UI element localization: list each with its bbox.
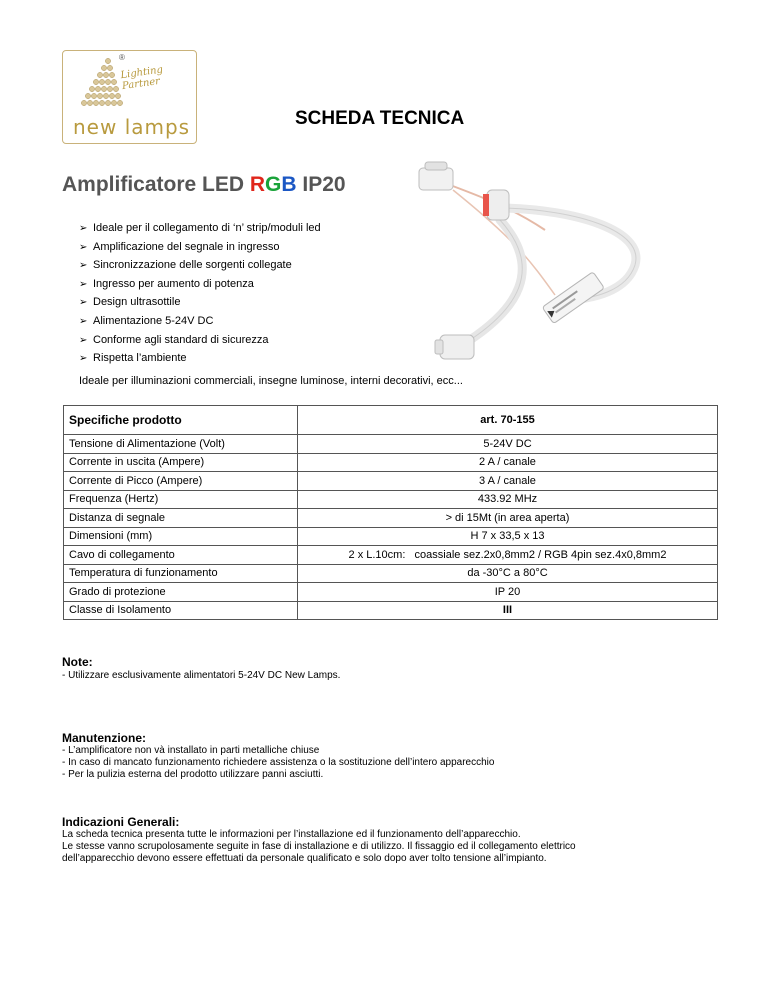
general-line: dell’apparecchio devono essere effettuati da personale qualificato e solo dopo aver tolto tensione all’impianto. <box>62 853 547 864</box>
spec-label: Corrente di Picco (Ampere) <box>64 472 298 491</box>
document-title: SCHEDA TECNICA <box>295 108 465 129</box>
maintenance-line: - In caso di mancato funzionamento richiedere assistenza o la sostituzione dell’intero apparecchio <box>62 757 495 768</box>
feature-text: Alimentazione 5-24V DC <box>93 314 214 327</box>
product-photo <box>395 150 695 375</box>
table-header-row <box>64 406 718 435</box>
spec-label: Classe di Isolamento <box>64 601 298 620</box>
logo-brand-name: new lamps <box>73 115 191 139</box>
feature-text: Design ultrasottile <box>93 296 181 309</box>
spec-label: Dimensioni (mm) <box>64 527 298 546</box>
list-item <box>79 219 321 238</box>
feature-text: Conforme agli standard di sicurezza <box>93 333 269 346</box>
spec-value: 2 x L.10cm: coassiale sez.2x0,8mm2 / RGB 4pin sez.4x0,8mm2 <box>298 546 718 565</box>
general-line: La scheda tecnica presenta tutte le informazioni per l’installazione ed il funzionamento dell’apparecchio. <box>62 829 521 840</box>
product-title-b: B <box>281 173 297 196</box>
spec-header-label: Specifiche prodotto <box>64 406 298 435</box>
registered-mark: ® <box>119 53 125 62</box>
brand-logo <box>62 50 197 144</box>
notes-body <box>62 670 340 682</box>
list-item <box>79 312 321 331</box>
table-row <box>64 453 718 472</box>
spec-value: H 7 x 33,5 x 13 <box>298 527 718 546</box>
feature-list <box>79 219 321 368</box>
table-row <box>64 490 718 509</box>
list-item <box>79 331 321 350</box>
list-item <box>79 275 321 294</box>
table-row <box>64 435 718 454</box>
maintenance-body <box>62 745 494 781</box>
list-item <box>79 238 321 257</box>
notes-line: - Utilizzare esclusivamente alimentatori 5-24V DC New Lamps. <box>62 670 341 681</box>
table-row <box>64 527 718 546</box>
intro-text: Ideale per illuminazioni commerciali, insegne luminose, interni decorativi, ecc... <box>79 375 463 387</box>
arrow-bullet-icon: ➢ <box>79 241 88 253</box>
arrow-bullet-icon: ➢ <box>79 334 88 346</box>
arrow-bullet-icon: ➢ <box>79 223 88 234</box>
spec-label: Temperatura di funzionamento <box>64 564 298 583</box>
spec-value: > di 15Mt (in area aperta) <box>298 509 718 528</box>
feature-text: Rispetta l’ambiente <box>93 352 187 365</box>
spec-value: IP 20 <box>298 583 718 602</box>
arrow-bullet-icon: ➢ <box>79 353 88 365</box>
maintenance-line: - Per la pulizia esterna del prodotto utilizzare panni asciutti. <box>62 769 324 780</box>
spec-value: 433.92 MHz <box>298 490 718 509</box>
arrow-bullet-icon: ➢ <box>79 297 88 309</box>
table-row <box>64 472 718 491</box>
logo-tagline: Lighting Partner <box>119 64 164 93</box>
table-row <box>64 546 718 565</box>
list-item <box>79 293 321 312</box>
arrow-bullet-icon: ➢ <box>79 260 88 272</box>
arrow-bullet-icon: ➢ <box>79 278 88 290</box>
general-line: Le stesse vanno scrupolosamente seguite in fase di installazione e di utilizzo. Il fissaggio ed il collegamento elettrico <box>62 841 576 852</box>
general-title: Indicazioni Generali: <box>62 815 180 829</box>
spec-value: III <box>298 601 718 620</box>
spec-value: 5-24V DC <box>298 435 718 454</box>
feature-text: Ingresso per aumento di potenza <box>93 277 254 290</box>
table-row <box>64 564 718 583</box>
table-row <box>64 583 718 602</box>
notes-title: Note: <box>62 655 93 669</box>
table-row <box>64 509 718 528</box>
table-row <box>64 601 718 620</box>
list-item <box>79 256 321 275</box>
maintenance-title: Manutenzione: <box>62 731 146 745</box>
product-title-r: R <box>249 173 266 196</box>
general-body <box>62 829 576 865</box>
product-title <box>62 173 346 197</box>
spec-label: Distanza di segnale <box>64 509 298 528</box>
list-item <box>79 349 321 368</box>
feature-text: Ideale per il collegamento di ‘n’ strip/moduli led <box>93 222 321 234</box>
spec-value: 2 A / canale <box>298 453 718 472</box>
feature-text: Amplificazione del segnale in ingresso <box>93 240 280 253</box>
product-title-prefix: Amplificatore LED <box>62 173 250 196</box>
spec-label: Tensione di Alimentazione (Volt) <box>64 435 298 454</box>
spec-value: da -30°C a 80°C <box>298 564 718 583</box>
spec-label: Cavo di collegamento <box>64 546 298 565</box>
product-title-suffix: IP20 <box>296 173 346 196</box>
spec-label: Frequenza (Hertz) <box>64 490 298 509</box>
feature-text: Sincronizzazione delle sorgenti collegate <box>93 259 292 272</box>
spec-table <box>63 405 718 620</box>
spec-label: Corrente in uscita (Ampere) <box>64 453 298 472</box>
spec-header-value: art. 70-155 <box>298 406 718 435</box>
product-title-g: G <box>265 173 282 196</box>
arrow-bullet-icon: ➢ <box>79 315 88 327</box>
spec-label: Grado di protezione <box>64 583 298 602</box>
maintenance-line: - L’amplificatore non và installato in parti metalliche chiuse <box>62 745 320 756</box>
spec-value: 3 A / canale <box>298 472 718 491</box>
